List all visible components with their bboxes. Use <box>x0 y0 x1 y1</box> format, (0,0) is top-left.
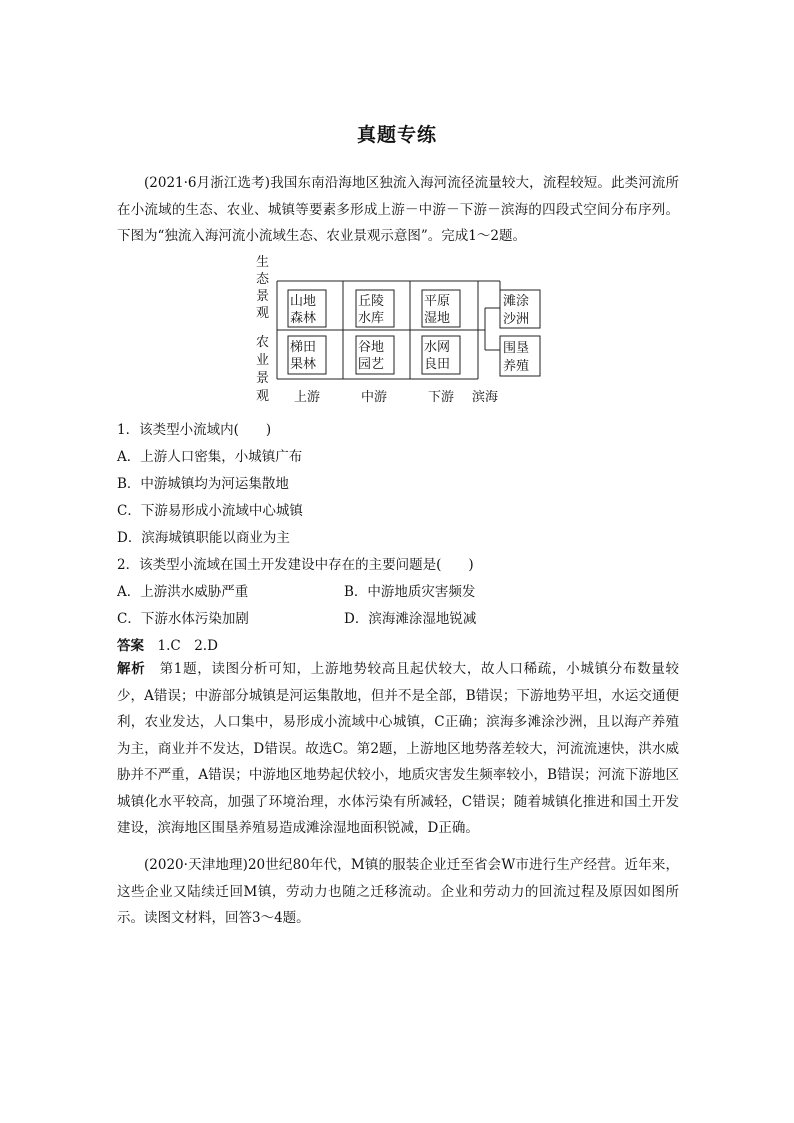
agri-box-3 <box>422 336 460 374</box>
svg-text:沙洲: 沙洲 <box>503 312 530 327</box>
svg-text:湿地: 湿地 <box>424 311 451 326</box>
agri-label-char: 业 <box>256 353 270 368</box>
answer-value: 1.C 2.D <box>157 638 218 654</box>
segment-midstream: 中游 <box>361 390 388 405</box>
question-2-stem: 2．该类型小流域在国土开发建设中存在的主要问题是( ) <box>117 557 474 573</box>
svg-text:良田: 良田 <box>424 357 451 372</box>
intro-source-1: (2021·6月浙江选考) <box>144 175 271 191</box>
answer-label: 答案 <box>117 638 144 654</box>
eco-label-char: 生 <box>256 255 270 270</box>
svg-text:水网: 水网 <box>424 340 451 355</box>
eco-box-4 <box>500 290 540 328</box>
agri-label-char: 农 <box>256 335 270 350</box>
svg-text:梯田: 梯田 <box>290 340 317 355</box>
svg-text:围垦: 围垦 <box>503 341 530 356</box>
agriculture-label <box>256 335 269 404</box>
svg-text:平原: 平原 <box>424 294 451 309</box>
agri-box-1 <box>288 336 326 374</box>
question-1-option-d: D．滨海城镇职能以商业为主 <box>117 530 290 546</box>
question-2-option-a: A．上游洪水威胁严重 <box>117 584 249 600</box>
svg-text:园艺: 园艺 <box>358 357 385 372</box>
svg-text:森林: 森林 <box>290 311 317 326</box>
page-title: 真题专练 <box>356 124 437 146</box>
question-1-option-b: B．中游城镇均为河运集散地 <box>117 476 289 492</box>
svg-text:谷地: 谷地 <box>358 340 385 355</box>
agri-box-2 <box>356 336 394 374</box>
question-1-option-a: A．上游人口密集，小城镇广布 <box>117 449 303 465</box>
question-1-stem: 1．该类型小流域内( ) <box>117 422 272 438</box>
eco-label-char: 态 <box>256 272 270 287</box>
intro-source-2: (2020·天津地理) <box>144 857 248 873</box>
intro-text-1: 我国东南沿海地区独流入海河流径流量较大，流程较短。此类河流所在小流域的生态、农业、城镇等要素多形成上游－中游－下游－滨海的四段式空间分布序列。下图为“独流入海河流小流域生态、农业景观示意图”。完成1～2题。 <box>117 175 679 244</box>
svg-text:滩涂: 滩涂 <box>503 294 530 309</box>
intro-paragraph-1 <box>117 170 679 250</box>
question-2-option-c: C．下游水体污染加剧 <box>117 611 249 627</box>
analysis-paragraph <box>117 656 679 842</box>
eco-box-1 <box>288 290 326 327</box>
eco-box-3 <box>422 290 460 327</box>
svg-text:水库: 水库 <box>358 311 385 326</box>
svg-text:丘陵: 丘陵 <box>358 294 385 309</box>
question-1-option-c: C．下游易形成小流域中心城镇 <box>117 503 303 519</box>
eco-label-char: 景 <box>256 289 270 304</box>
landscape-diagram <box>250 250 560 408</box>
analysis-label: 解析 <box>117 661 146 677</box>
question-2-option-b: B．中游地质灾害频发 <box>344 584 476 600</box>
question-2-option-d: D．滨海滩涂湿地锐减 <box>344 611 477 627</box>
svg-text:养殖: 养殖 <box>503 359 530 374</box>
agri-label-char: 观 <box>256 389 270 404</box>
ecology-label <box>256 254 270 321</box>
intro-text-2: 20世纪80年代，M镇的服装企业迁至省会W市进行生产经营。近年来，这些企业又陆续迁回M镇，劳动力也随之迁移流动。企业和劳动力的回流过程及原因如图所示。读图文材料，回答3～4题。 <box>117 857 679 926</box>
intro-paragraph-2 <box>117 852 679 932</box>
analysis-text: 第1题，读图分析可知，上游地势较高且起伏较大，故人口稀疏，小城镇分布数量较少，A错误；中游部分城镇是河运集散地，但并不是全部，B错误；下游地势平坦，水运交通便利，农业发达，人口集中，易形成小流域中心城镇，C正确；滨海多滩涂沙洲，且以海产养殖为主，商业并不发达，D错误。故选C。第2题，上游地区地势落差较大，河流流速快，洪水威胁并不严重，A错误；中游地区地势起伏较小，地质灾害发生频率较小，B错误；河流下游地区城镇化水平较高，加强了环境治理，水体污染有所减轻，C错误；随着城镇化推进和国土开发建设，滨海地区围垦养殖易造成滩涂湿地面积锐减，D正确。 <box>117 661 680 836</box>
agri-box-4 <box>500 336 540 376</box>
segment-downstream: 下游 <box>428 390 455 405</box>
svg-text:山地: 山地 <box>290 294 317 309</box>
eco-label-char: 观 <box>256 306 270 321</box>
segment-coastal: 滨海 <box>472 390 499 405</box>
eco-box-2 <box>356 290 394 327</box>
svg-text:果林: 果林 <box>290 357 317 372</box>
agri-label-char: 景 <box>256 371 270 386</box>
answer-line <box>117 634 218 654</box>
segment-upstream: 上游 <box>294 390 321 405</box>
